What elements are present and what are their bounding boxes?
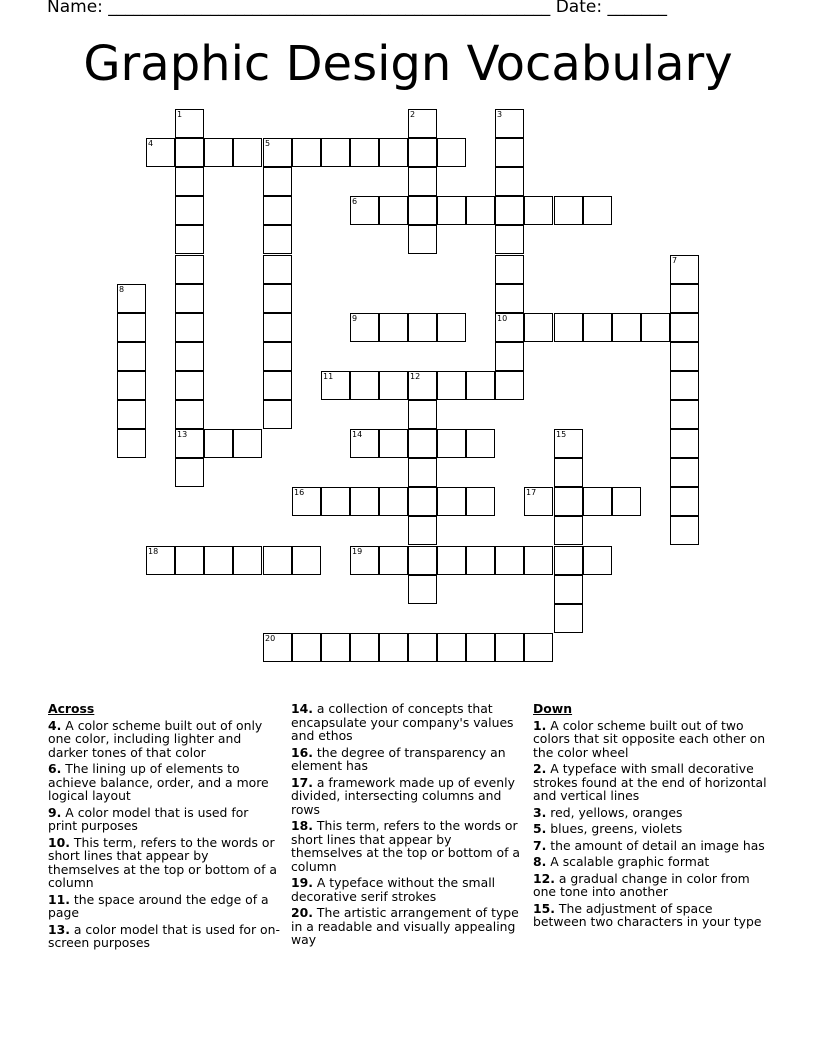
clue-text: A typeface with small decorative strokes found at the end of horizontal and vertical lines (533, 761, 767, 803)
down-heading: Down (533, 701, 573, 716)
grid-cell[interactable] (583, 487, 612, 516)
clue-text: A color model that is used for print purposes (48, 804, 249, 833)
grid-cell[interactable] (583, 196, 612, 225)
grid-cell[interactable] (408, 575, 437, 604)
clue-number: 16. (291, 744, 313, 760)
across-clue (291, 746, 523, 773)
across-clue (48, 762, 280, 803)
grid-cell[interactable] (495, 371, 524, 400)
grid-cell[interactable] (233, 138, 262, 167)
grid-cell[interactable] (175, 546, 204, 575)
grid-cell[interactable] (175, 167, 204, 196)
clue-text: A typeface without the small decorative serif strokes (291, 875, 496, 904)
grid-cell[interactable] (524, 313, 553, 342)
clue-number: 12. (533, 870, 555, 886)
clue-text: The artistic arrangement of type in a readable and visually appealing way (291, 905, 519, 947)
grid-cell[interactable] (408, 429, 437, 458)
clue-number: 8. (533, 854, 547, 869)
grid-cell[interactable] (175, 284, 204, 313)
across-clue (291, 776, 523, 817)
grid-cell[interactable] (495, 284, 524, 313)
grid-cell[interactable] (554, 546, 583, 575)
grid-cell[interactable] (379, 196, 408, 225)
grid-cell[interactable] (292, 138, 321, 167)
grid-cell[interactable] (495, 225, 524, 254)
grid-cell[interactable] (408, 400, 437, 429)
grid-cell[interactable] (466, 429, 495, 458)
clue-text: blues, greens, violets (546, 821, 683, 836)
grid-cell[interactable] (175, 225, 204, 254)
name-date-line[interactable]: Name: ____________________________________________________ Date: _______ (47, 0, 667, 17)
grid-cell[interactable] (670, 429, 699, 458)
down-clue (533, 855, 769, 869)
grid-cell[interactable] (117, 400, 146, 429)
grid-cell[interactable] (263, 400, 292, 429)
grid-cell[interactable] (233, 546, 262, 575)
grid-cell[interactable] (117, 429, 146, 458)
down-clue (533, 822, 769, 836)
grid-cell[interactable] (670, 400, 699, 429)
clue-number-label: 14 (352, 430, 363, 439)
across-clue (291, 906, 523, 947)
grid-cell[interactable] (175, 313, 204, 342)
grid-cell[interactable] (379, 371, 408, 400)
clue-number: 7. (533, 837, 547, 853)
clue-number: 19. (291, 875, 313, 890)
grid-cell[interactable] (437, 487, 466, 516)
grid-cell[interactable] (408, 167, 437, 196)
clue-text: a color model that is used for on-screen purposes (48, 921, 280, 950)
grid-cell[interactable] (554, 575, 583, 604)
across-heading: Across (48, 701, 95, 716)
grid-cell[interactable] (117, 371, 146, 400)
across-clue (291, 876, 523, 903)
grid-cell[interactable] (554, 313, 583, 342)
clue-number-label: 20 (265, 634, 276, 643)
grid-cell[interactable] (175, 371, 204, 400)
grid-cell[interactable] (379, 546, 408, 575)
clue-text: The adjustment of space between two characters in your type (533, 900, 762, 929)
across-clue (48, 923, 280, 950)
grid-cell[interactable] (437, 546, 466, 575)
clue-number: 4. (48, 717, 62, 733)
grid-cell[interactable] (524, 196, 553, 225)
grid-cell[interactable] (292, 633, 321, 662)
grid-cell[interactable] (612, 313, 641, 342)
grid-cell[interactable] (204, 429, 233, 458)
grid-cell[interactable] (612, 487, 641, 516)
grid-cell[interactable] (408, 458, 437, 487)
clue-number-label: 10 (497, 314, 508, 323)
down-clue (533, 719, 769, 760)
clue-number-label: 1 (177, 110, 183, 119)
grid-cell[interactable] (379, 313, 408, 342)
grid-cell[interactable] (117, 313, 146, 342)
grid-cell[interactable] (175, 458, 204, 487)
grid-cell[interactable] (437, 633, 466, 662)
grid-cell[interactable] (263, 313, 292, 342)
down-clue (533, 806, 769, 820)
grid-cell[interactable] (263, 255, 292, 284)
across-clues-column-2 (291, 702, 523, 950)
grid-cell[interactable] (350, 138, 379, 167)
clue-text: red, yellows, oranges (546, 804, 683, 820)
grid-cell[interactable] (408, 313, 437, 342)
grid-cell[interactable] (437, 371, 466, 400)
clue-number: 3. (533, 804, 547, 820)
grid-cell[interactable] (495, 138, 524, 167)
clue-text: This term, refers to the words or short lines that appear by themselves at the top or bottom of a column (48, 834, 278, 890)
grid-cell[interactable] (583, 313, 612, 342)
grid-cell[interactable] (554, 487, 583, 516)
grid-cell[interactable] (379, 487, 408, 516)
grid-cell[interactable] (263, 225, 292, 254)
down-clue (533, 902, 769, 929)
grid-cell[interactable] (408, 225, 437, 254)
grid-cell[interactable] (554, 196, 583, 225)
grid-cell[interactable] (437, 196, 466, 225)
grid-cell[interactable] (408, 138, 437, 167)
grid-cell[interactable] (524, 633, 553, 662)
grid-cell[interactable] (379, 138, 408, 167)
grid-cell[interactable] (263, 371, 292, 400)
grid-cell[interactable] (233, 429, 262, 458)
across-clue (48, 836, 280, 890)
clue-number: 9. (48, 804, 62, 820)
grid-cell[interactable] (379, 633, 408, 662)
across-clue (291, 702, 523, 743)
grid-cell[interactable] (408, 487, 437, 516)
clue-number-label: 18 (148, 547, 159, 556)
grid-cell[interactable] (495, 546, 524, 575)
grid-cell[interactable] (583, 546, 612, 575)
grid-cell[interactable] (495, 196, 524, 225)
page-title: Graphic Design Vocabulary (83, 36, 733, 92)
grid-cell[interactable] (554, 458, 583, 487)
clue-number-label: 8 (119, 285, 125, 294)
grid-cell[interactable] (350, 487, 379, 516)
clue-number-label: 5 (265, 139, 271, 148)
clue-number-label: 19 (352, 547, 363, 556)
grid-cell[interactable] (117, 342, 146, 371)
clue-number: 6. (48, 761, 62, 776)
clue-number-label: 2 (410, 110, 416, 119)
grid-cell[interactable] (408, 633, 437, 662)
across-clue (48, 893, 280, 920)
grid-cell[interactable] (175, 196, 204, 225)
clue-number-label: 4 (148, 139, 154, 148)
clue-text: the degree of transparency an element has (291, 744, 506, 773)
clue-text: the space around the edge of a page (48, 891, 269, 920)
across-clue (48, 806, 280, 833)
clue-number: 2. (533, 761, 547, 776)
clue-number-label: 11 (323, 372, 334, 381)
grid-cell[interactable] (437, 138, 466, 167)
grid-cell[interactable] (292, 546, 321, 575)
clue-number: 5. (533, 821, 547, 836)
clue-number: 18. (291, 818, 313, 833)
grid-cell[interactable] (524, 546, 553, 575)
clue-text: a gradual change in color from one tone into another (533, 870, 750, 899)
grid-cell[interactable] (641, 313, 670, 342)
grid-cell[interactable] (670, 371, 699, 400)
clue-number: 1. (533, 717, 547, 733)
down-clue (533, 762, 769, 803)
grid-cell[interactable] (263, 167, 292, 196)
grid-cell[interactable] (670, 458, 699, 487)
grid-cell[interactable] (466, 487, 495, 516)
clue-text: A color scheme built out of only one color, including lighter and darker tones of that color (48, 717, 263, 760)
grid-cell[interactable] (670, 284, 699, 313)
grid-cell[interactable] (350, 633, 379, 662)
grid-cell[interactable] (466, 633, 495, 662)
grid-cell[interactable] (554, 516, 583, 545)
clue-text: the amount of detail an image has (546, 837, 765, 853)
clue-number-label: 3 (497, 110, 503, 119)
grid-cell[interactable] (321, 487, 350, 516)
clue-number: 15. (533, 900, 555, 916)
grid-cell[interactable] (379, 429, 408, 458)
clue-number: 11. (48, 891, 70, 907)
grid-cell[interactable] (175, 138, 204, 167)
down-clue (533, 839, 769, 853)
grid-cell[interactable] (175, 255, 204, 284)
clue-number-label: 6 (352, 197, 358, 206)
grid-cell[interactable] (495, 633, 524, 662)
grid-cell[interactable] (670, 487, 699, 516)
grid-cell[interactable] (466, 196, 495, 225)
grid-cell[interactable] (495, 167, 524, 196)
clue-number: 17. (291, 774, 313, 790)
grid-cell[interactable] (321, 138, 350, 167)
clue-number-label: 12 (410, 372, 421, 381)
grid-cell[interactable] (495, 255, 524, 284)
clue-number-label: 9 (352, 314, 358, 323)
grid-cell[interactable] (175, 342, 204, 371)
grid-cell[interactable] (263, 546, 292, 575)
across-clues-column-1 (48, 702, 280, 953)
grid-cell[interactable] (321, 633, 350, 662)
clue-text: a collection of concepts that encapsulate your company's values and ethos (291, 701, 514, 743)
down-clue (533, 872, 769, 899)
clue-number: 14. (291, 701, 313, 716)
grid-cell[interactable] (466, 546, 495, 575)
grid-cell[interactable] (263, 284, 292, 313)
grid-cell[interactable] (408, 196, 437, 225)
clue-number: 10. (48, 834, 70, 850)
clue-text: This term, refers to the words or short lines that appear by themselves at the top or bottom of a column (291, 818, 521, 874)
clue-number-label: 7 (672, 256, 678, 265)
clue-text: A color scheme built out of two colors that sit opposite each other on the color wheel (533, 717, 766, 760)
clue-number: 13. (48, 921, 70, 937)
clue-number-label: 16 (294, 488, 305, 497)
grid-cell[interactable] (204, 138, 233, 167)
grid-cell[interactable] (263, 196, 292, 225)
grid-cell[interactable] (175, 400, 204, 429)
clue-text: a framework made up of evenly divided, intersecting columns and rows (291, 774, 515, 817)
grid-cell[interactable] (408, 546, 437, 575)
clue-number: 20. (291, 905, 313, 920)
grid-cell[interactable] (437, 429, 466, 458)
grid-cell[interactable] (408, 516, 437, 545)
across-clue (48, 719, 280, 760)
grid-cell[interactable] (495, 342, 524, 371)
clue-number-label: 13 (177, 430, 188, 439)
clue-number-label: 15 (556, 430, 567, 439)
grid-cell[interactable] (350, 371, 379, 400)
grid-cell[interactable] (437, 313, 466, 342)
grid-cell[interactable] (670, 313, 699, 342)
across-clue (291, 819, 523, 873)
grid-cell[interactable] (263, 342, 292, 371)
clue-text: A scalable graphic format (546, 854, 710, 869)
clue-number-label: 17 (526, 488, 537, 497)
grid-cell[interactable] (466, 371, 495, 400)
grid-cell[interactable] (670, 516, 699, 545)
clue-text: The lining up of elements to achieve balance, order, and a more logical layout (48, 761, 269, 803)
down-clues-column (533, 702, 769, 932)
grid-cell[interactable] (204, 546, 233, 575)
grid-cell[interactable] (554, 604, 583, 633)
grid-cell[interactable] (670, 342, 699, 371)
